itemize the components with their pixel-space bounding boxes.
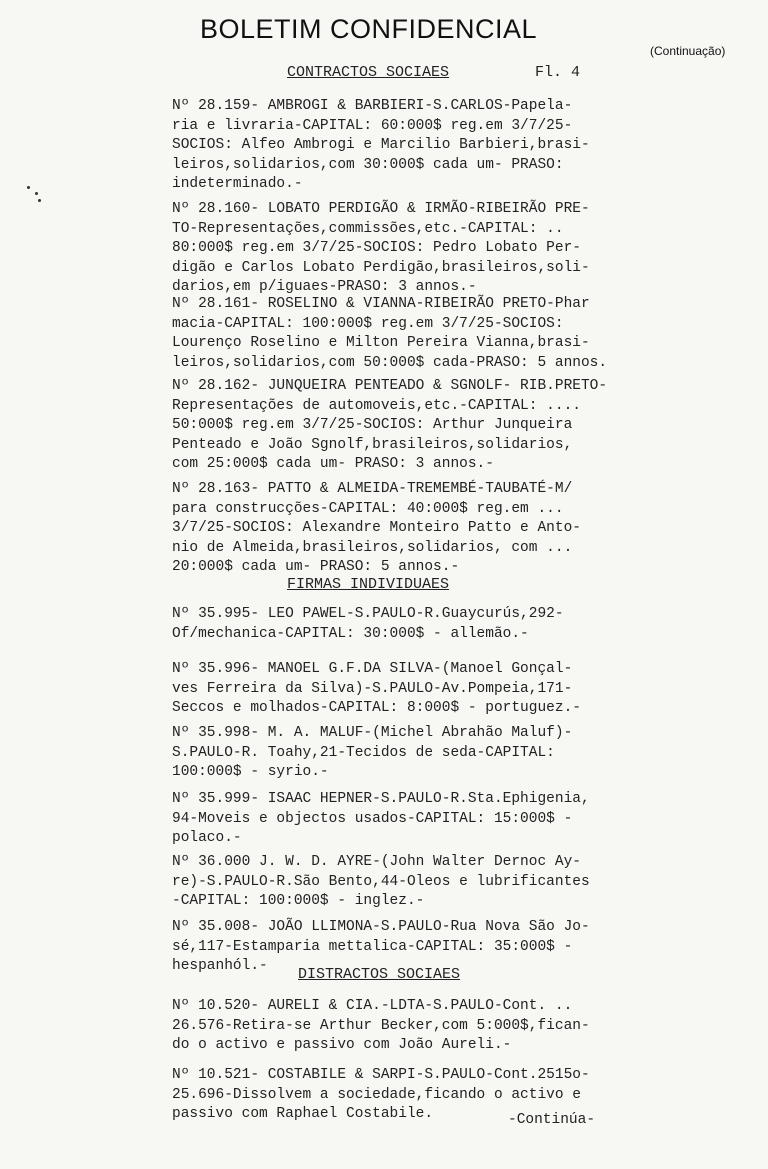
entry-28161 (172, 295, 768, 373)
section-heading-firmas: FIRMAS INDIVIDUAES (287, 576, 450, 593)
ink-speck (35, 192, 38, 195)
ink-speck (27, 186, 30, 189)
entry-line: 26.576-Retira-se Arthur Becker,com 5:000$,fican- (172, 1017, 590, 1034)
entry-28159 (172, 97, 768, 195)
entry-line: 100:000$ - syrio.- (172, 764, 329, 780)
bulletin-title: BOLETIM CONFIDENCIAL (200, 14, 538, 44)
entry-line: para construcções-CAPITAL: 40:000$ reg.em ... (172, 500, 564, 517)
entry-line: 25.696-Dissolvem a sociedade,ficando o activo e (172, 1086, 581, 1103)
entry-28160 (172, 200, 768, 298)
entry-35008 (172, 918, 768, 977)
entry-line: Nº 10.521- COSTABILE & SARPI-S.PAULO-Cont.2515o- (172, 1067, 590, 1083)
entry-28162 (172, 377, 768, 475)
continua-note: -Continúa- (508, 1112, 596, 1128)
entry-line: Nº 28.159- AMBROGI & BARBIERI-S.CARLOS-Papela- (172, 98, 573, 114)
entry-line: Nº 35.998- M. A. MALUF-(Michel Abrahão Maluf)- (172, 725, 573, 741)
entry-line: 20:000$ cada um- PRASO: 5 annos.- (172, 559, 460, 575)
entry-line: Nº 35.999- ISAAC HEPNER-S.PAULO-R.Sta.Ephigenia, (172, 791, 590, 807)
entry-line: leiros,solidarios,com 30:000$ cada um- PRASO: (172, 156, 564, 173)
ink-speck (38, 199, 41, 202)
entry-line: Representações de automoveis,etc.-CAPITAL: .... (172, 397, 581, 414)
entry-line: hespanhól.- (172, 958, 268, 974)
entry-35998 (172, 724, 768, 783)
entry-line: darios,em p/iguaes-PRASO: 3 annos.- (172, 279, 477, 295)
entry-line: Nº 28.161- ROSELINO & VIANNA-RIBEIRÃO PRETO-Phar (172, 296, 590, 312)
entry-line: Seccos e molhados-CAPITAL: 8:000$ - portuguez.- (172, 700, 581, 716)
entry-28163 (172, 480, 768, 578)
entry-line: Nº 28.163- PATTO & ALMEIDA-TREMEMBÉ-TAUBATÉ-M/ (172, 481, 573, 497)
entry-10520 (172, 997, 768, 1056)
entry-10521 (172, 1066, 768, 1125)
entry-line: Penteado e João Sgnolf,brasileiros,solidarios, (172, 436, 573, 453)
entry-line: Nº 10.520- AURELI & CIA.-LDTA-S.PAULO-Cont. .. (172, 998, 573, 1014)
entry-35996 (172, 660, 768, 719)
entry-35999 (172, 790, 768, 849)
entry-line: nio de Almeida,brasileiros,solidarios, com ... (172, 539, 573, 556)
entry-line: SOCIOS: Alfeo Ambrogi e Marcilio Barbieri,brasi- (172, 137, 590, 153)
entry-line: Nº 36.000 J. W. D. AYRE-(John Walter Dernoc Ay- (172, 854, 581, 870)
entry-line: do o activo e passivo com João Aureli.- (172, 1037, 512, 1053)
entry-35995 (172, 605, 768, 644)
entry-line: ria e livraria-CAPITAL: 60:000$ reg.em 3/7/25- (172, 117, 573, 134)
entry-line: passivo com Raphael Costabile. (172, 1106, 434, 1122)
entry-line: Nº 35.995- LEO PAWEL-S.PAULO-R.Guaycurús,292- (172, 606, 564, 622)
entry-line: Lourenço Roselino e Milton Pereira Vianna,brasi- (172, 335, 590, 351)
entry-line: 3/7/25-SOCIOS: Alexandre Monteiro Patto e Anto- (172, 520, 581, 536)
entry-line: Nº 35.008- JOÃO LLIMONA-S.PAULO-Rua Nova São Jo- (172, 919, 590, 935)
entry-line: com 25:000$ cada um- PRASO: 3 annos.- (172, 456, 494, 472)
entry-line: Nº 35.996- MANOEL G.F.DA SILVA-(Manoel Gonçal- (172, 661, 573, 677)
entry-line: Nº 28.162- JUNQUEIRA PENTEADO & SGNOLF- RIB.PRETO- (172, 378, 608, 394)
entry-line: 50:000$ reg.em 3/7/25-SOCIOS: Arthur Junqueira (172, 417, 573, 433)
entry-line: macia-CAPITAL: 100:000$ reg.em 3/7/25-SOCIOS: (172, 315, 564, 332)
entry-line: TO-Representações,commissões,etc.-CAPITAL: .. (172, 220, 564, 237)
entry-line: indeterminado.- (172, 176, 303, 192)
entry-line: 80:000$ reg.em 3/7/25-SOCIOS: Pedro Lobato Per- (172, 240, 581, 256)
entry-line: sé,117-Estamparia mettalica-CAPITAL: 35:000$ - (172, 938, 573, 955)
entry-line: re)-S.PAULO-R.São Bento,44-Oleos e lubrificantes (172, 873, 590, 890)
entry-line: ves Ferreira da Silva)-S.PAULO-Av.Pompeia,171- (172, 680, 573, 697)
entry-line: -CAPITAL: 100:000$ - inglez.- (172, 893, 425, 909)
entry-line: polaco.- (172, 830, 242, 846)
continuation-note: (Continuação) (650, 44, 726, 58)
entry-line: 94-Moveis e objectos usados-CAPITAL: 15:000$ - (172, 810, 573, 827)
entry-line: digão e Carlos Lobato Perdigão,brasileiros,soli- (172, 259, 590, 276)
entry-line: S.PAULO-R. Toahy,21-Tecidos de seda-CAPITAL: (172, 744, 555, 761)
entry-line: Nº 28.160- LOBATO PERDIGÃO & IRMÃO-RIBEIRÃO PRE- (172, 201, 590, 217)
section-heading-contractos: CONTRACTOS SOCIAES (287, 64, 450, 81)
entry-line: Of/mechanica-CAPITAL: 30:000$ - allemão.- (172, 625, 529, 642)
entry-line: leiros,solidarios,com 50:000$ cada-PRASO: 5 annos. (172, 354, 608, 371)
section-heading-distractos: DISTRACTOS SOCIAES (298, 966, 461, 983)
entry-36000 (172, 853, 768, 912)
folio-number: Fl. 4 (535, 64, 581, 81)
